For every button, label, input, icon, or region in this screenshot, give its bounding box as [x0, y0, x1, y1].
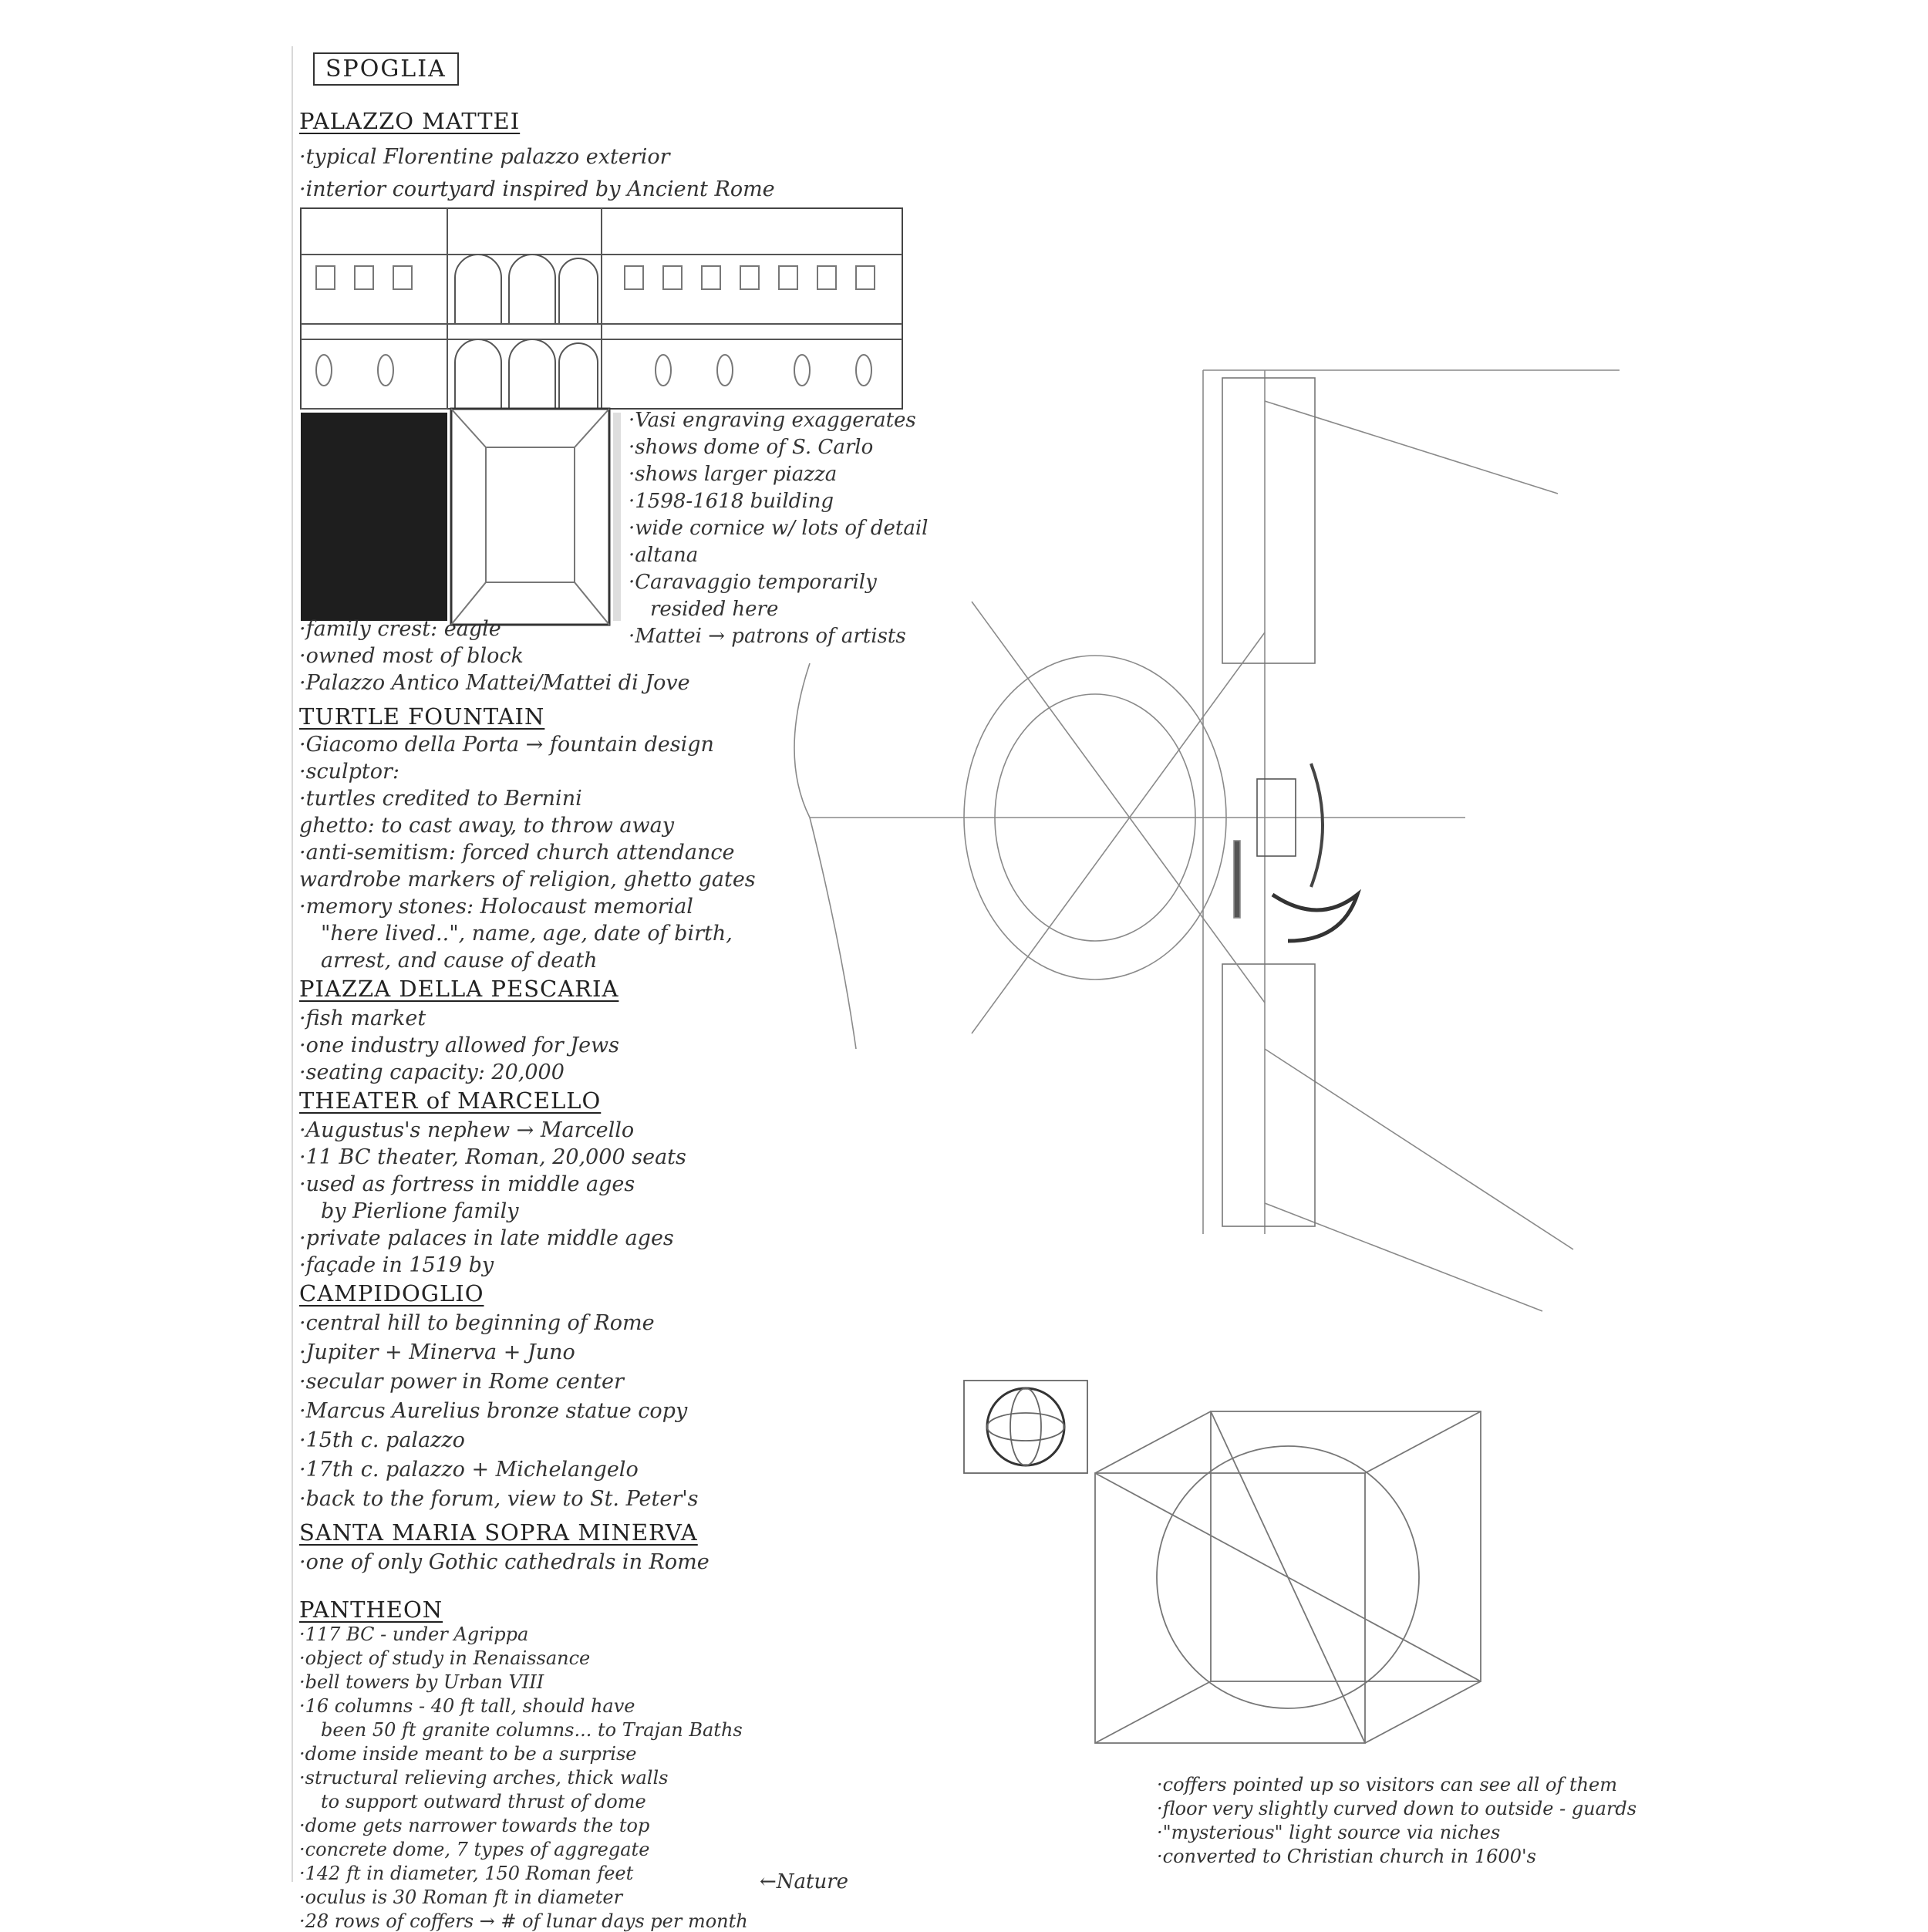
cube-sketch	[1095, 1411, 1481, 1743]
note-line: ·shows larger piazza	[629, 463, 838, 486]
heading-santa-maria-sopra-minerva: SANTA MARIA SOPRA MINERVA	[299, 1519, 698, 1546]
note-line: by Pierlione family	[321, 1199, 519, 1223]
note-line: ·15th c. palazzo	[299, 1428, 465, 1452]
note-line: ·16 columns - 40 ft tall, should have	[299, 1695, 635, 1717]
note-line: ·seating capacity: 20,000	[299, 1060, 565, 1084]
note-line: ·structural relieving arches, thick walls	[299, 1767, 669, 1789]
note-line: ·"mysterious" light source via niches	[1157, 1822, 1501, 1843]
note-line: ·Vasi engraving exaggerates	[629, 409, 916, 432]
note-line: ·one industry allowed for Jews	[299, 1033, 620, 1057]
note-line: ·family crest: eagle	[299, 617, 501, 641]
note-line: ·converted to Christian church in 1600's	[1157, 1846, 1536, 1867]
note-line: arrest, and cause of death	[321, 949, 598, 973]
note-line: ·117 BC - under Agrippa	[299, 1623, 529, 1645]
note-line: ·142 ft in diameter, 150 Roman feet	[299, 1863, 634, 1884]
note-line: ·Palazzo Antico Mattei/Mattei di Jove	[299, 671, 690, 695]
note-line: ·sculptor:	[299, 760, 399, 784]
note-line: ·wide cornice w/ lots of detail	[629, 517, 929, 540]
note-line: ·owned most of block	[299, 644, 524, 668]
note-line: wardrobe markers of religion, ghetto gates	[299, 868, 756, 892]
note-line: ·altana	[629, 544, 699, 567]
heading-piazza-della-pescaria: PIAZZA DELLA PESCARIA	[299, 976, 619, 1002]
note-line: been 50 ft granite columns... to Trajan Baths	[321, 1719, 743, 1741]
note-line: ·central hill to beginning of Rome	[299, 1311, 655, 1335]
note-line: ·Jupiter + Minerva + Juno	[299, 1340, 575, 1364]
note-line: ·dome gets narrower towards the top	[299, 1815, 650, 1836]
signature-note: ←Nature	[760, 1870, 849, 1893]
palazzo-elevation-sketch	[301, 208, 902, 409]
note-line: ·Giacomo della Porta → fountain design	[299, 733, 714, 757]
notebook-title: SPOGLIA	[313, 52, 459, 86]
note-line: ·floor very slightly curved down to outside - guards	[1157, 1798, 1637, 1819]
note-line: ·Mattei → patrons of artists	[629, 625, 906, 648]
note-line: ghetto: to cast away, to throw away	[299, 814, 674, 838]
note-line: ·17th c. palazzo + Michelangelo	[299, 1458, 639, 1482]
note-line: ·object of study in Renaissance	[299, 1647, 591, 1669]
note-line: "here lived..", name, age, date of birth,	[321, 922, 733, 946]
note-line: ·façade in 1519 by	[299, 1253, 494, 1277]
note-line: ·turtles credited to Bernini	[299, 787, 582, 811]
note-line: ·Caravaggio temporarily	[629, 571, 877, 594]
note-line: ·coffers pointed up so visitors can see all of them	[1157, 1774, 1618, 1795]
note-line: ·back to the forum, view to St. Peter's	[299, 1487, 699, 1511]
sphere-sketch	[964, 1381, 1087, 1473]
note-line: ·memory stones: Holocaust memorial	[299, 895, 693, 919]
note-line: ·interior courtyard inspired by Ancient Rome	[299, 177, 775, 201]
note-line: ·11 BC theater, Roman, 20,000 seats	[299, 1145, 686, 1169]
heading-turtle-fountain: TURTLE FOUNTAIN	[299, 703, 545, 730]
note-line: ·typical Florentine palazzo exterior	[299, 145, 670, 169]
note-line: ·concrete dome, 7 types of aggregate	[299, 1839, 650, 1860]
note-line: resided here	[650, 598, 779, 621]
note-line: ·secular power in Rome center	[299, 1370, 624, 1394]
note-line: ·bell towers by Urban VIII	[299, 1671, 544, 1693]
note-line: to support outward thrust of dome	[321, 1791, 646, 1812]
courtyard-plan-sketch	[301, 409, 621, 625]
heading-palazzo-mattei: PALAZZO MATTEI	[299, 108, 521, 134]
heading-pantheon: PANTHEON	[299, 1597, 443, 1623]
heading-campidoglio: CAMPIDOGLIO	[299, 1280, 484, 1307]
note-line: ·anti-semitism: forced church attendance	[299, 841, 735, 865]
note-line: ·private palaces in late middle ages	[299, 1226, 674, 1250]
note-line: ·28 rows of coffers → # of lunar days per month	[299, 1910, 748, 1932]
piazza-perspective-sketch	[794, 370, 1620, 1311]
note-line: ·one of only Gothic cathedrals in Rome	[299, 1550, 710, 1574]
note-line: ·shows dome of S. Carlo	[629, 436, 874, 459]
note-line: ·dome inside meant to be a surprise	[299, 1743, 637, 1765]
note-line: ·used as fortress in middle ages	[299, 1172, 635, 1196]
heading-theater-of-marcello: THEATER of MARCELLO	[299, 1087, 602, 1114]
note-line: ·Augustus's nephew → Marcello	[299, 1118, 635, 1142]
note-line: ·1598-1618 building	[629, 490, 834, 513]
note-line: ·fish market	[299, 1006, 426, 1030]
note-line: ·oculus is 30 Roman ft in diameter	[299, 1886, 623, 1908]
note-line: ·Marcus Aurelius bronze statue copy	[299, 1399, 688, 1423]
